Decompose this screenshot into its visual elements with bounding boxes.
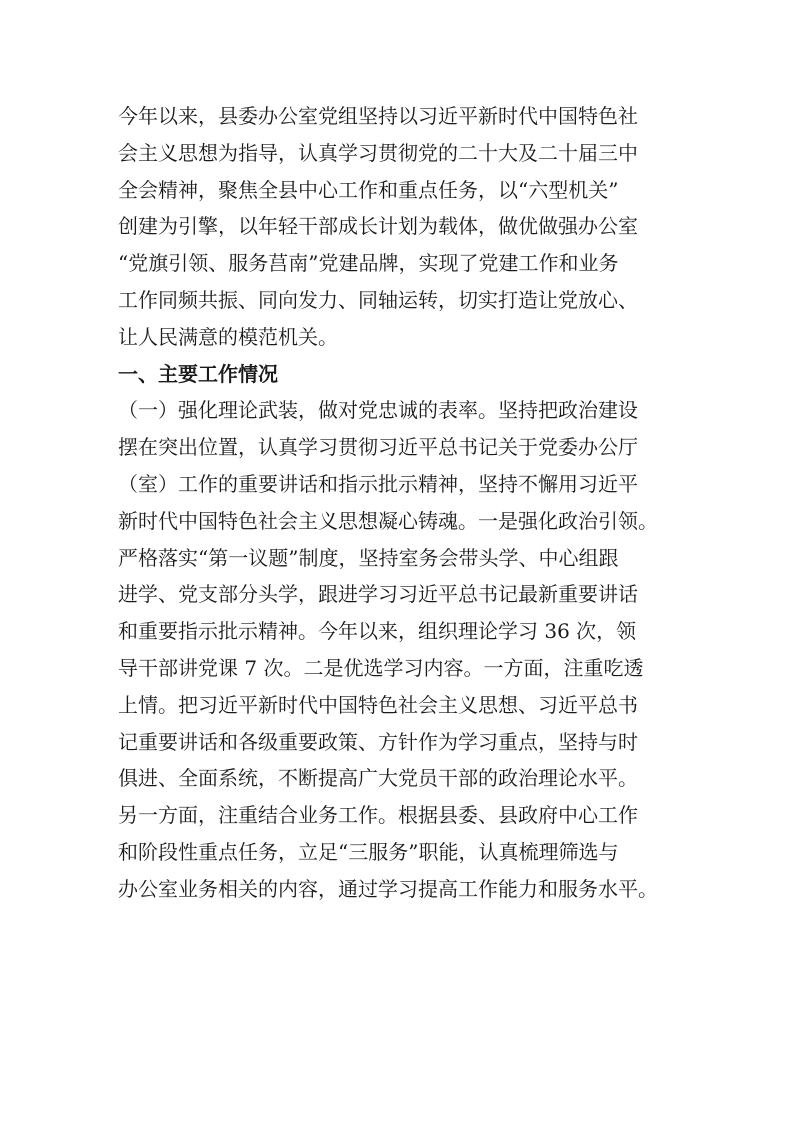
paragraph-line: 摆在突出位置，认真学习贯彻习近平总书记关于党委办公厅 bbox=[118, 435, 638, 460]
document-body bbox=[118, 98, 698, 908]
paragraph-line: 严格落实“第一议题”制度，坚持室务会带头学、中心组跟 bbox=[118, 545, 619, 570]
paragraph-line: 记重要讲话和各级重要政策、方针作为学习重点，坚持与时 bbox=[118, 729, 638, 754]
paragraph-line: 新时代中国特色社会主义思想凝心铸魂。一是强化政治引领。 bbox=[118, 508, 658, 533]
paragraph-line: 和重要指示批示精神。今年以来，组织理论学习 36 次，领 bbox=[118, 619, 637, 644]
paragraph-line: “党旗引领、服务莒南”党建品牌，实现了党建工作和业务 bbox=[118, 251, 619, 276]
paragraph-line: 办公室业务相关的内容，通过学习提高工作能力和服务水平。 bbox=[118, 876, 658, 901]
paragraph-line: （一）强化理论武装，做对党忠诚的表率。坚持把政治建设 bbox=[118, 398, 638, 423]
paragraph-line: 全会精神，聚焦全县中心工作和重点任务，以“六型机关” bbox=[118, 177, 619, 202]
paragraph-line: 导干部讲党课 7 次。二是优选学习内容。一方面，注重吃透 bbox=[118, 655, 644, 680]
section-heading: 一、主要工作情况 bbox=[118, 361, 278, 386]
paragraph-line: 创建为引擎，以年轻干部成长计划为载体，做优做强办公室 bbox=[118, 214, 638, 239]
paragraph-line: 会主义思想为指导，认真学习贯彻党的二十大及二十届三中 bbox=[118, 140, 638, 165]
paragraph-line: 进学、党支部分头学，跟进学习习近平总书记最新重要讲话 bbox=[118, 582, 638, 607]
paragraph-line: 上情。把习近平新时代中国特色社会主义思想、习近平总书 bbox=[118, 692, 638, 717]
paragraph-line: 另一方面，注重结合业务工作。根据县委、县政府中心工作 bbox=[118, 803, 638, 828]
paragraph-line: 今年以来，县委办公室党组坚持以习近平新时代中国特色社 bbox=[118, 104, 638, 128]
paragraph-line: 工作同频共振、同向发力、同轴运转，切实打造让党放心、 bbox=[118, 287, 638, 312]
paragraph-line: （室）工作的重要讲话和指示批示精神，坚持不懈用习近平 bbox=[118, 471, 638, 496]
paragraph-line: 俱进、全面系统，不断提高广大党员干部的政治理论水平。 bbox=[118, 766, 638, 791]
paragraph-line: 和阶段性重点任务，立足“三服务”职能，认真梳理筛选与 bbox=[118, 839, 619, 864]
paragraph-line: 让人民满意的模范机关。 bbox=[118, 324, 338, 349]
